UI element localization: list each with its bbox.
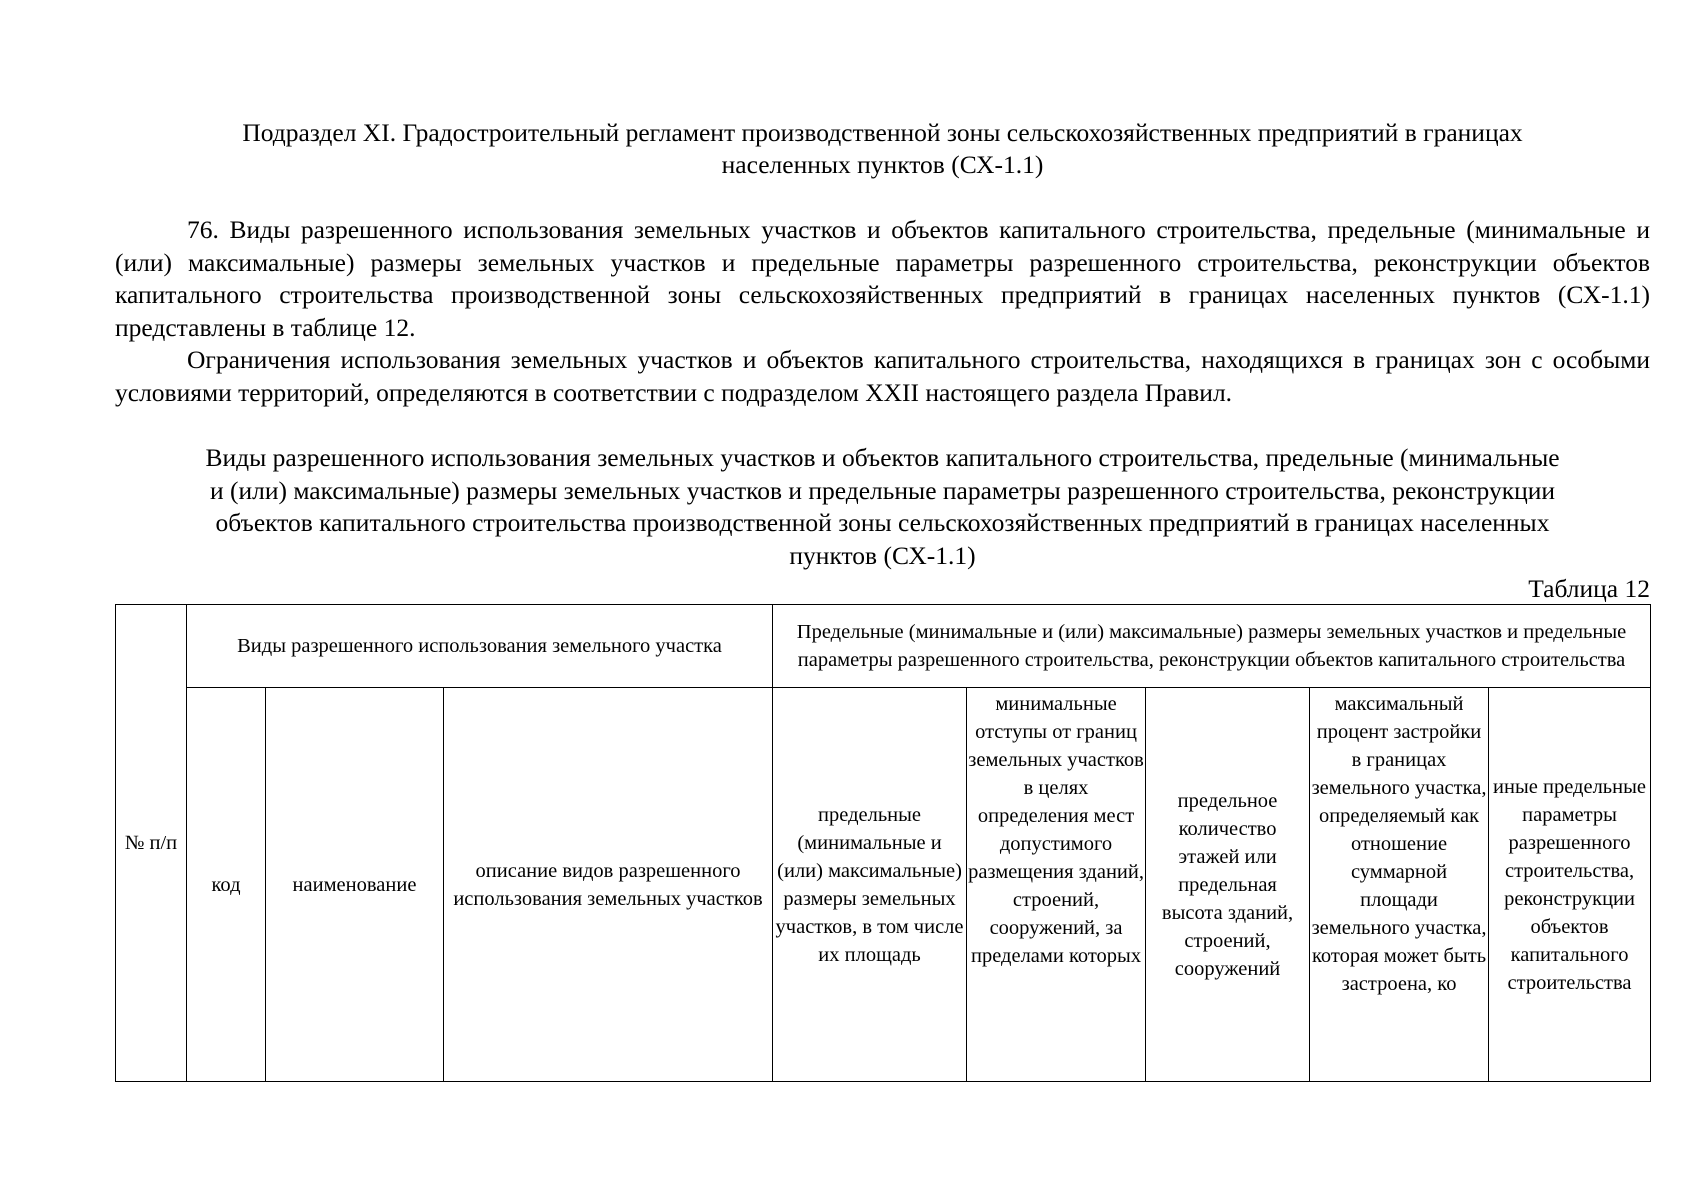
header-group-use-types: Виды разрешенного использования земельного участка xyxy=(187,605,773,688)
header-setbacks: минимальные отступы от границ земельных участков в целях определения мест допустимого размещения зданий, строений, сооружений, за пределами которых xyxy=(967,688,1146,1082)
header-name: наименование xyxy=(266,688,444,1082)
table-title-line-3: объектов капитального строительства производственной зоны сельскохозяйственных предприятий в границах населенных xyxy=(215,508,1550,537)
table-header-row-1 xyxy=(116,605,1651,688)
paragraph-restrictions: Ограничения использования земельных участков и объектов капитального строительства, находящихся в границах зон с особыми условиями территорий, определяются в соответствии с подразделом XXII настоящего раздела Правил. xyxy=(115,345,1650,407)
table-title-line-2: и (или) максимальные) размеры земельных участков и предельные параметры разрешенного строительства, реконструкции xyxy=(209,475,1556,505)
header-other-params: иные предельные параметры разрешенного строительства, реконструкции объектов капитального строительства xyxy=(1489,688,1651,1082)
header-coverage: максимальный процент застройки в границах земельного участка, определяемый как отношение суммарной площади земельного участка, которая может быть застроена, ко xyxy=(1310,688,1489,1082)
table-title xyxy=(115,442,1650,572)
header-plot-size: предельные (минимальные и (или) максимальные) размеры земельных участков, в том числе их площадь xyxy=(773,688,967,1082)
section-title-line-1: Подраздел XI. Градостроительный регламент производственной зоны сельскохозяйственных предприятий в границах xyxy=(242,118,1523,147)
header-description: описание видов разрешенного использования земельных участков xyxy=(444,688,773,1082)
table-title-line-1: Виды разрешенного использования земельных участков и объектов капитального строительства, предельные (минимальные xyxy=(205,443,1560,472)
header-code: код xyxy=(187,688,266,1082)
table-number-label: Таблица 12 xyxy=(1528,574,1650,603)
header-group-limits: Предельные (минимальные и (или) максимальные) размеры земельных участков и предельные параметры разрешенного строительства, реконструкции объектов капитального строительства xyxy=(773,605,1651,688)
regulation-table xyxy=(115,604,1651,1082)
header-number: № п/п xyxy=(116,605,187,1082)
table-header-row-2 xyxy=(116,688,1651,1082)
section-title xyxy=(115,117,1650,181)
paragraph-76: 76. Виды разрешенного использования земельных участков и объектов капитального строительства, предельные (минимальные и (или) максимальные) размеры земельных участков и предельные параметры разрешенного строительства, реконструкции объектов капитального строительства производственной зоны сельскохозяйственных предприятий в границах населенных пунктов (СХ-1.1) представлены в таблице 12. xyxy=(115,215,1650,342)
table-title-line-4: пунктов (СХ-1.1) xyxy=(789,540,976,570)
body-text xyxy=(115,214,1650,409)
header-floors: предельное количество этажей или предельная высота зданий, строений, сооружений xyxy=(1146,688,1310,1082)
section-title-line-2: населенных пунктов (СХ-1.1) xyxy=(721,150,1044,179)
